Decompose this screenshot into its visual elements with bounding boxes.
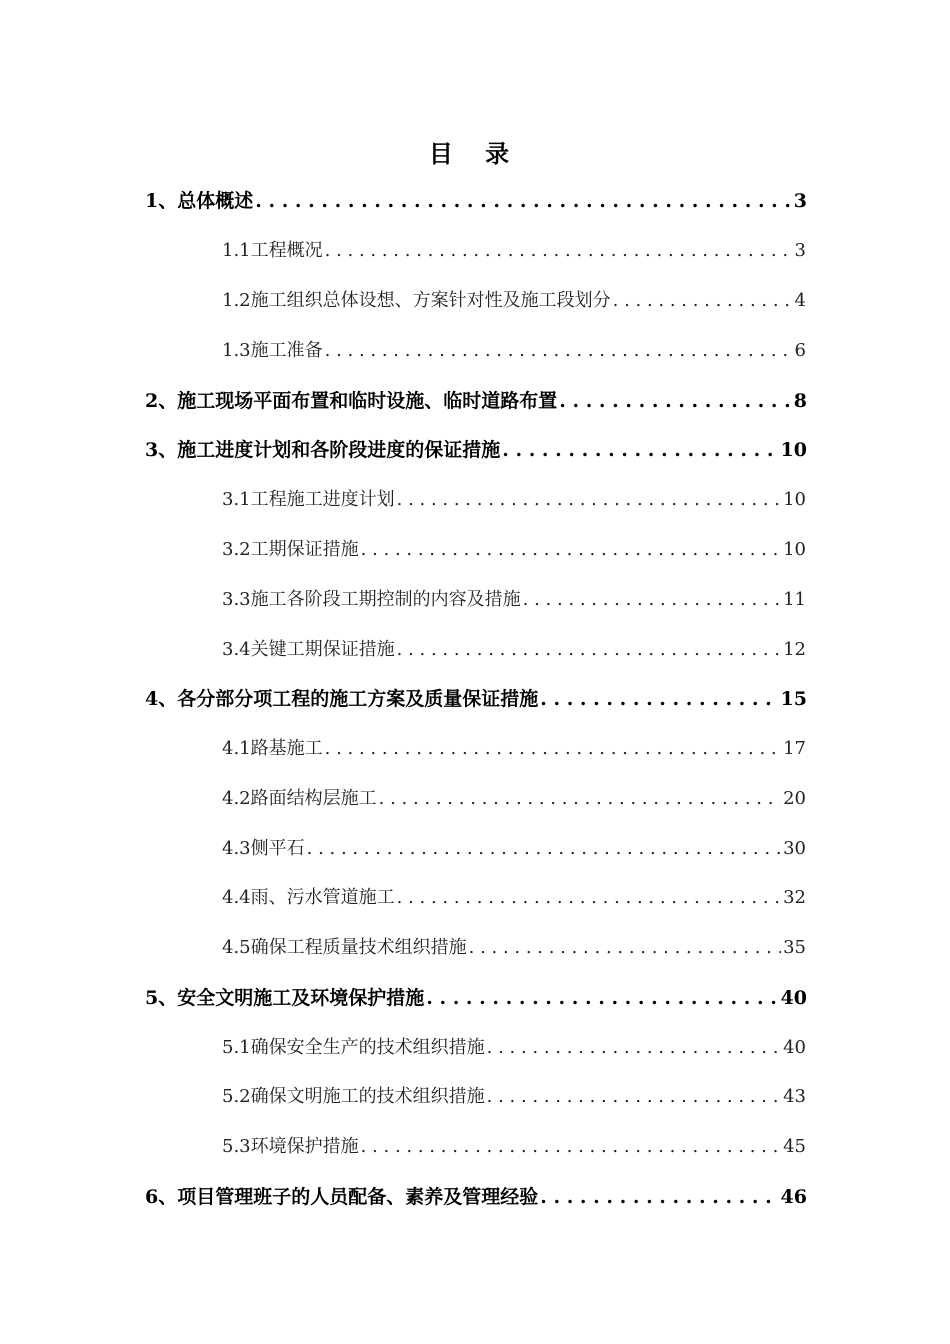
dot-leader	[379, 784, 781, 814]
toc-entry-label: 3.1工程施工进度计划	[222, 489, 395, 510]
toc-entry-page: 46	[780, 1186, 807, 1208]
toc-entry-label: 5.2确保文明施工的技术组织措施	[222, 1086, 485, 1107]
toc-entry-label: 4.1路基施工	[222, 738, 323, 759]
toc-entry-page: 40	[783, 1037, 806, 1058]
toc-entry-label: 4.2路面结构层施工	[222, 788, 377, 809]
toc-entry[interactable]	[222, 883, 806, 913]
dot-leader	[540, 1182, 778, 1212]
toc-entry-label: 4.3侧平石	[222, 838, 305, 859]
toc-entry[interactable]	[222, 535, 806, 565]
toc-entry-page: 10	[780, 439, 807, 461]
toc-entry[interactable]	[145, 1182, 807, 1212]
toc-entry[interactable]	[222, 1033, 806, 1063]
dot-leader	[307, 834, 781, 864]
toc-entry-page: 40	[780, 987, 807, 1009]
toc-entry-label: 1.2施工组织总体设想、方案针对性及施工段划分	[222, 290, 611, 311]
toc-entry-label: 3.2工期保证措施	[222, 539, 359, 560]
toc-entry[interactable]	[222, 585, 806, 615]
toc-entry[interactable]	[145, 386, 807, 416]
toc-entry-page: 45	[783, 1136, 806, 1157]
toc-entry-page: 15	[780, 688, 807, 710]
dot-leader	[523, 585, 781, 615]
toc-entry-page: 10	[783, 539, 806, 560]
toc-entry-page: 10	[783, 489, 806, 510]
toc-entry-page: 8	[793, 390, 807, 412]
toc-entry-page: 12	[783, 639, 806, 660]
toc-entry-page: 3	[793, 190, 807, 212]
toc-entry[interactable]	[222, 485, 806, 515]
toc-entry-label: 3.4关键工期保证措施	[222, 639, 395, 660]
dot-leader	[502, 435, 778, 465]
toc-entry-label: 2、施工现场平面布置和临时设施、临时道路布置	[145, 390, 558, 412]
dot-leader	[397, 883, 781, 913]
dot-leader	[613, 286, 793, 316]
toc-entry[interactable]	[145, 435, 807, 465]
toc-entry[interactable]	[222, 236, 806, 266]
toc-entry[interactable]	[222, 1082, 806, 1112]
toc-entry[interactable]	[145, 186, 807, 216]
toc-entry-label: 6、项目管理班子的人员配备、素养及管理经验	[145, 1186, 539, 1208]
dot-leader	[540, 684, 778, 714]
toc-entry-label: 5、安全文明施工及环境保护措施	[145, 987, 425, 1009]
toc-entry-label: 4、各分部分项工程的施工方案及质量保证措施	[145, 688, 539, 710]
toc-entry[interactable]	[222, 784, 806, 814]
dot-leader	[325, 336, 793, 366]
toc-entry[interactable]	[222, 286, 806, 316]
dot-leader	[325, 236, 793, 266]
toc-entry[interactable]	[222, 734, 806, 764]
toc-entry[interactable]	[222, 933, 806, 963]
dot-leader	[559, 386, 792, 416]
toc-entry-page: 35	[783, 937, 806, 958]
toc-entry-page: 6	[794, 340, 806, 361]
toc-entry-page: 32	[783, 887, 806, 908]
toc-entry-label: 3.3施工各阶段工期控制的内容及措施	[222, 589, 521, 610]
toc-entry-page: 11	[783, 589, 806, 610]
toc-entry-label: 4.5确保工程质量技术组织措施	[222, 937, 467, 958]
dot-leader	[361, 1132, 781, 1162]
toc-entry-label: 5.1确保安全生产的技术组织措施	[222, 1037, 485, 1058]
dot-leader	[325, 734, 781, 764]
dot-leader	[361, 535, 781, 565]
toc-entry-page: 17	[783, 738, 806, 759]
toc-entry-label: 4.4雨、污水管道施工	[222, 887, 395, 908]
toc-entry-label: 3、施工进度计划和各阶段进度的保证措施	[145, 439, 501, 461]
dot-leader	[397, 635, 781, 665]
dot-leader	[469, 933, 781, 963]
toc-entry-label: 1.1工程概况	[222, 240, 323, 261]
toc-entry-label: 1.3施工准备	[222, 340, 323, 361]
toc-entry-page: 43	[783, 1086, 806, 1107]
toc-entry-label: 1、总体概述	[145, 190, 254, 212]
dot-leader	[487, 1033, 781, 1063]
dot-leader	[397, 485, 781, 515]
dot-leader	[255, 186, 792, 216]
toc-entry[interactable]	[145, 684, 807, 714]
toc-entry[interactable]	[222, 635, 806, 665]
toc-entry[interactable]	[222, 336, 806, 366]
toc-entry-page: 3	[794, 240, 806, 261]
toc-title: 目 录	[428, 139, 522, 168]
toc-entry[interactable]	[145, 983, 807, 1013]
toc-entry-page: 30	[783, 838, 806, 859]
dot-leader	[426, 983, 778, 1013]
toc-entry[interactable]	[222, 834, 806, 864]
toc-entry[interactable]	[222, 1132, 806, 1162]
toc-entry-page: 20	[783, 788, 806, 809]
toc-entry-page: 4	[794, 290, 806, 311]
dot-leader	[487, 1082, 781, 1112]
toc-entry-label: 5.3环境保护措施	[222, 1136, 359, 1157]
